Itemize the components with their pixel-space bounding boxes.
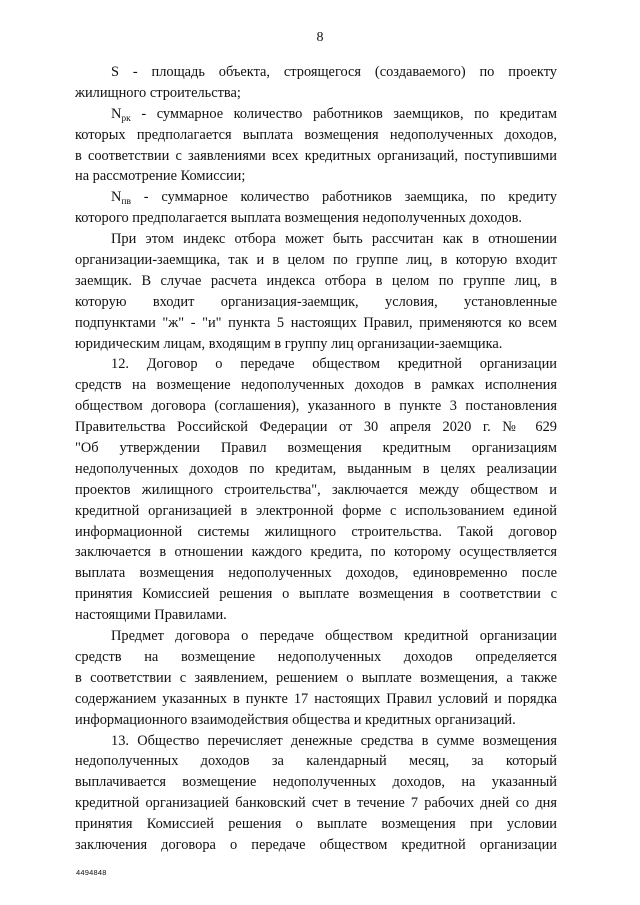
line-text: которых предполагается выплата возмещения недополученных доходов, bbox=[75, 126, 557, 143]
line-text: принятия Комиссией решения о выплате возмещения в соответствии с bbox=[75, 586, 557, 603]
text-line bbox=[75, 731, 557, 752]
text-line bbox=[75, 146, 557, 167]
text-line bbox=[75, 334, 557, 355]
text-line bbox=[75, 835, 557, 856]
text-line bbox=[75, 292, 557, 313]
text-line bbox=[75, 584, 557, 605]
line-text: в соответствии с заявлением, решением о выплате возмещения, а также bbox=[75, 669, 557, 686]
line-text: подпунктами "ж" - "и" пункта 5 настоящих Правил, применяются ко всем bbox=[75, 314, 557, 331]
text-line bbox=[75, 187, 557, 208]
text-line bbox=[75, 417, 557, 438]
line-text: выплачивается возмещение недополученных доходов, на указанный bbox=[75, 774, 557, 791]
line-text: S - площадь объекта, строящегося (создаваемого) по проекту bbox=[111, 64, 557, 80]
line-text: заключается в отношении каждого кредита, по которому осуществляется bbox=[75, 544, 557, 561]
line-text: содержанием указанных в пункте 17 настоящих Правил условий и порядка bbox=[75, 690, 557, 707]
line-text: кредитной организацией банковский счет в течение 7 рабочих дней со дня bbox=[75, 795, 557, 812]
line-text: - суммарное количество работников заемщиков, по кредитам bbox=[130, 105, 557, 122]
line-text: При этом индекс отбора может быть рассчитан как в отношении bbox=[111, 231, 557, 248]
line-text: выплата возмещения недополученных доходов, единовременно после bbox=[75, 565, 557, 582]
text-line bbox=[75, 396, 557, 417]
line-text: в соответствии с заявлениями всех кредитных организаций, поступившими bbox=[75, 147, 557, 164]
text-line bbox=[75, 354, 557, 375]
line-text: средств на возмещение недополученных доходов в рамках исполнения bbox=[75, 377, 557, 394]
line-text: проектов жилищного строительства", заключается между обществом и bbox=[75, 481, 557, 498]
line-text: жилищного строительства; bbox=[75, 84, 241, 101]
text-line bbox=[75, 375, 557, 396]
line-text: настоящими Правилами. bbox=[75, 607, 227, 624]
text-line bbox=[75, 751, 557, 772]
line-text: на рассмотрение Комиссии; bbox=[75, 168, 246, 185]
text-line bbox=[75, 542, 557, 563]
document-id-code: 4494848 bbox=[76, 868, 107, 877]
text-line bbox=[75, 125, 557, 146]
line-text: "Об утверждении Правил возмещения кредитным организациям bbox=[75, 440, 557, 457]
line-text: кредитной организацией в электронной форме с использованием единой bbox=[75, 502, 557, 519]
formula-variable: $N_{пв}$ bbox=[111, 189, 131, 208]
text-line bbox=[75, 501, 557, 522]
text-line bbox=[75, 668, 557, 689]
line-text: принятия Комиссией решения о выплате возмещения при условии bbox=[75, 816, 557, 833]
text-line bbox=[75, 313, 557, 334]
text-line bbox=[75, 480, 557, 501]
text-line bbox=[75, 772, 557, 793]
text-line bbox=[75, 647, 557, 668]
text-line bbox=[75, 710, 557, 731]
formula-variable: $N_{рк}$ bbox=[111, 105, 131, 124]
formula-subscript: рк bbox=[121, 113, 131, 124]
line-text: которого предполагается выплата возмещения недополученных доходов. bbox=[75, 210, 522, 227]
text-line bbox=[75, 689, 557, 710]
line-text: которую входит организация-заемщик, условия, установленные bbox=[75, 293, 557, 310]
text-line bbox=[75, 814, 557, 835]
text-line bbox=[75, 563, 557, 584]
line-text: недополученных доходов по кредитам, выданным в целях реализации bbox=[75, 460, 557, 477]
line-text: - суммарное количество работников заемщика, по кредиту bbox=[130, 189, 557, 206]
line-text: информационной системы жилищного строительства. Такой договор bbox=[75, 523, 557, 540]
text-line bbox=[75, 104, 557, 125]
text-line bbox=[75, 83, 557, 104]
line-text: недополученных доходов за календарный месяц, за который bbox=[75, 753, 557, 770]
text-line bbox=[75, 208, 557, 229]
text-line bbox=[75, 271, 557, 292]
line-text: Правительства Российской Федерации от 30 апреля 2020 г. № 629 bbox=[75, 419, 557, 436]
text-line bbox=[75, 166, 557, 187]
text-line bbox=[75, 793, 557, 814]
text-line bbox=[75, 522, 557, 543]
line-text: Предмет договора о передаче обществом кредитной организации bbox=[111, 628, 557, 645]
document-body bbox=[75, 62, 557, 856]
line-text: заключения договора о передаче обществом кредитной организации bbox=[75, 836, 557, 853]
text-line bbox=[75, 605, 557, 626]
text-line bbox=[75, 626, 557, 647]
line-text: организации-заемщика, так и в целом по группе лиц, в которую входит bbox=[75, 252, 557, 269]
line-text: 12. Договор о передаче обществом кредитной организации bbox=[111, 356, 557, 373]
formula-subscript: пв bbox=[121, 197, 131, 208]
line-text: средств на возмещение недополученных доходов определяется bbox=[75, 648, 557, 665]
line-text: информационного взаимодействия общества и кредитных организаций. bbox=[75, 711, 516, 728]
text-line bbox=[75, 459, 557, 480]
text-line bbox=[75, 62, 557, 83]
line-text: обществом договора (соглашения), указанного в пункте 3 постановления bbox=[75, 398, 557, 415]
text-line bbox=[75, 438, 557, 459]
line-text: 13. Общество перечисляет денежные средства в сумме возмещения bbox=[111, 732, 557, 749]
line-text: заемщик. В случае расчета индекса отбора в целом по группе лиц, в bbox=[75, 272, 557, 289]
text-line bbox=[75, 250, 557, 271]
page-number: 8 bbox=[316, 30, 324, 45]
line-text: юридическим лицам, входящим в группу лиц организации-заемщика. bbox=[75, 335, 503, 352]
text-line bbox=[75, 229, 557, 250]
